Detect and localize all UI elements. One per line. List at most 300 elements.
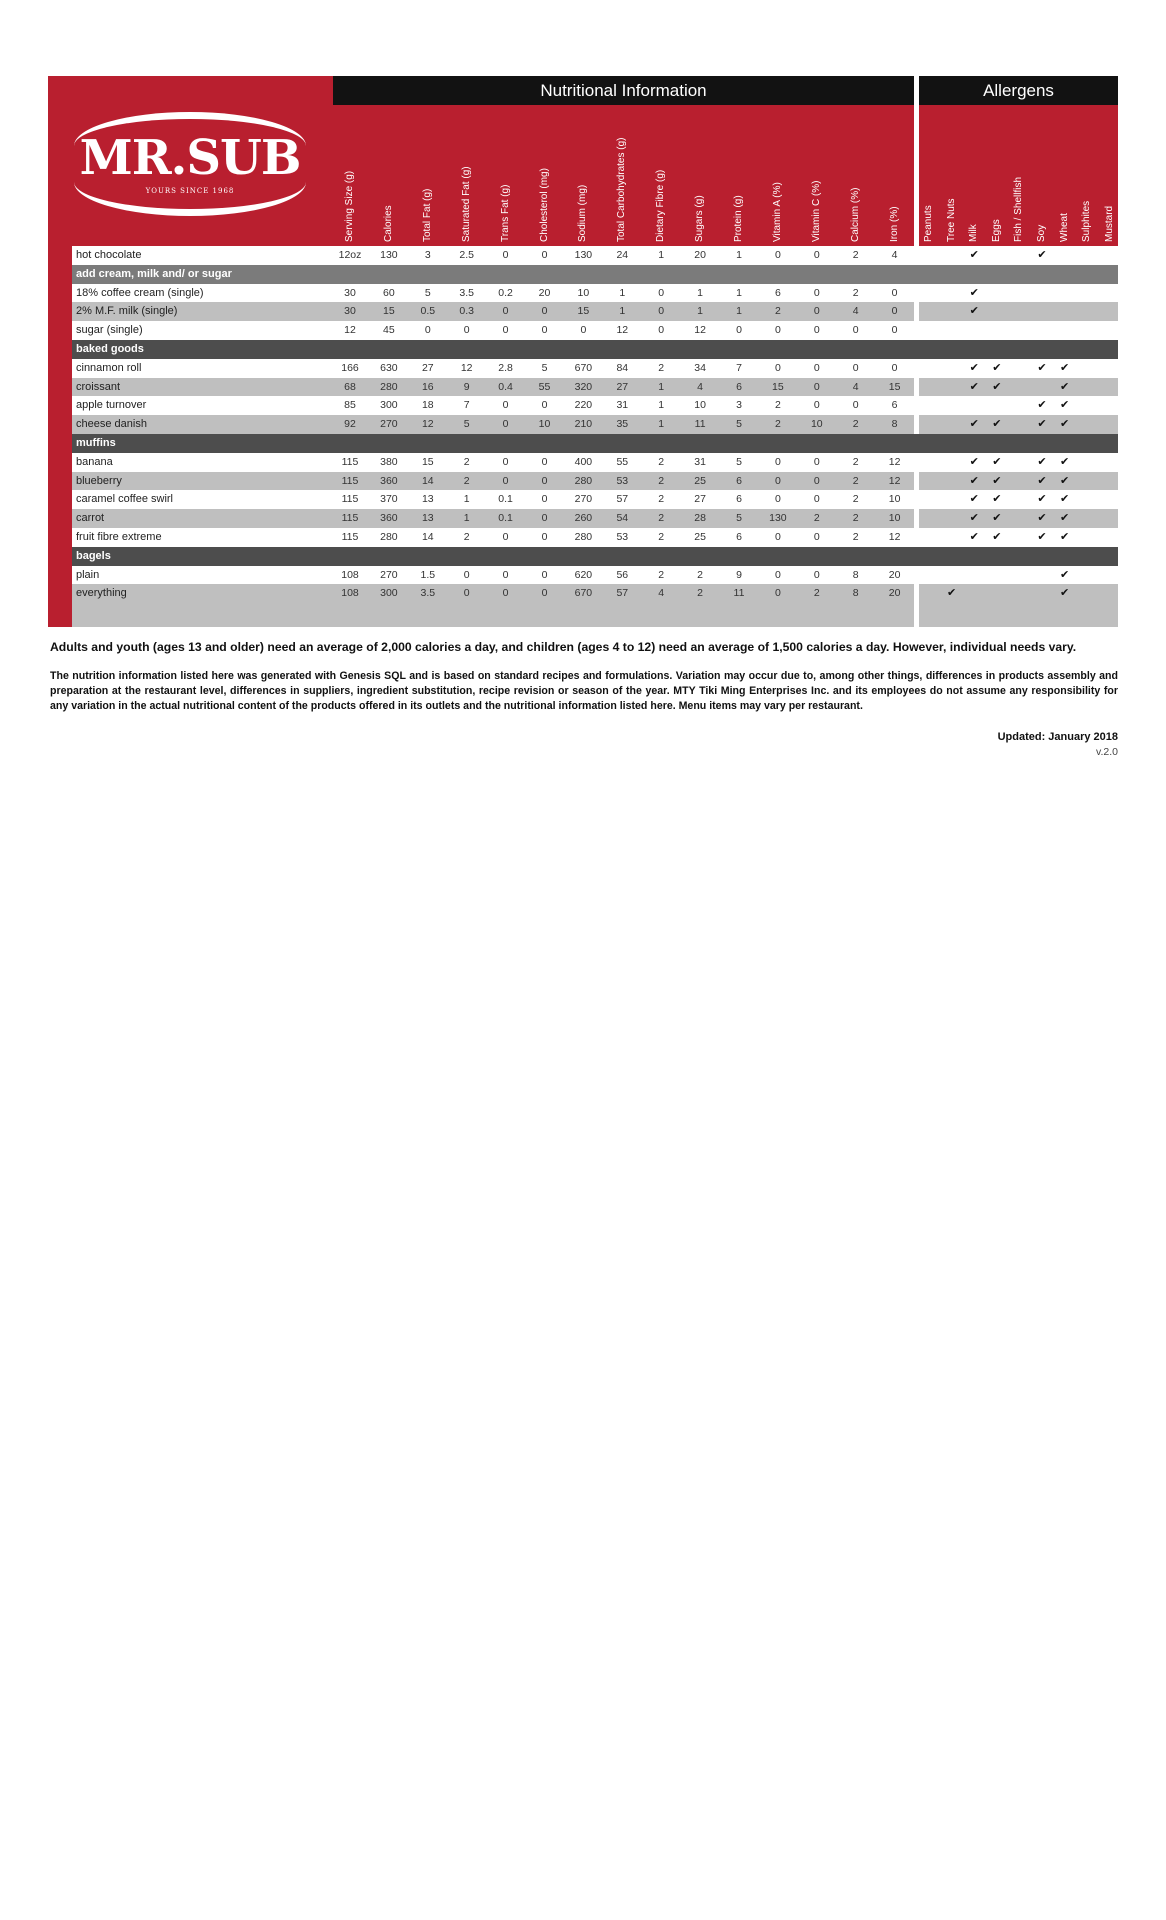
nutrient-value: 0 — [774, 568, 781, 581]
allergen-header-6 — [1058, 213, 1072, 242]
table-row — [48, 246, 1118, 265]
nutrient-value: 20 — [888, 568, 901, 581]
nutrient-value: 0 — [813, 380, 820, 393]
menu-item-name: banana — [76, 455, 113, 468]
nutrient-value: 18 — [421, 399, 434, 412]
nutrient-value: 7 — [463, 399, 470, 412]
nutrient-value: 270 — [380, 568, 398, 581]
category-row — [48, 265, 1118, 284]
nutrient-value: 1.5 — [420, 568, 436, 581]
nutrient-value: 0 — [813, 493, 820, 506]
table-row — [48, 378, 1118, 397]
nutrient-header-6 — [577, 184, 590, 242]
nutrition-sheet — [48, 76, 1118, 627]
nutrient-value: 670 — [574, 587, 593, 600]
nutrient-value: 620 — [574, 568, 593, 581]
allergen-check-icon: ✔ — [1059, 493, 1070, 506]
allergen-check-icon: ✔ — [992, 474, 1002, 487]
nutrient-value: 2.8 — [498, 361, 513, 374]
menu-item-name: croissant — [76, 380, 121, 393]
nutrient-value: 0 — [541, 305, 548, 318]
allergen-header-label: Fish / Shellfish — [1013, 176, 1025, 242]
nutrient-value: 6 — [736, 493, 742, 506]
category-row-bg — [72, 434, 1118, 453]
nutrient-value: 53 — [616, 530, 629, 543]
nutrient-value: 5 — [541, 361, 548, 374]
row-allergen-bg — [919, 378, 1118, 397]
mr-sub-logo — [74, 112, 306, 216]
nutrient-header-3 — [460, 166, 474, 242]
nutrient-value: 2 — [813, 512, 820, 525]
nutrient-value: 10 — [577, 286, 590, 299]
nutrient-header-label: Total Fat (g) — [421, 188, 433, 242]
nutrient-value: 0 — [774, 361, 781, 374]
disclaimer-note: The nutrition information listed here was generated with Genesis SQL and is based on standard recipes and formulations. Variation may occur due to, among other things, differences in products assembly and preparation at the restaurant level, differences in suppliers, ingredient substitution, recipe revision or season of the year. MTY Tiki Ming Enterprises Inc. and its employees do not assume any responsibility for any variation in the actual nutritional content of the products offered in its outlets and the nutritional information listed here. Menu items may vary per restaurant. — [50, 670, 1118, 712]
nutrient-header-7 — [616, 137, 629, 242]
nutrient-value: 380 — [380, 455, 398, 468]
nutrient-value: 12 — [421, 418, 434, 431]
nutrient-value: 115 — [341, 493, 359, 506]
nutrient-value: 115 — [341, 455, 359, 468]
allergen-column-headers — [919, 105, 1118, 246]
allergen-header-label: Tree Nuts — [945, 198, 957, 242]
row-allergen-bg — [919, 472, 1118, 491]
menu-item-name: cinnamon roll — [76, 361, 142, 374]
nutrient-value: 0 — [541, 493, 548, 506]
nutrient-value: 27 — [694, 493, 706, 506]
nutrient-value: 24 — [616, 249, 629, 261]
nutrient-value: 1 — [658, 399, 665, 412]
category-row — [48, 340, 1118, 359]
nutrient-value: 2 — [813, 587, 820, 600]
menu-item-name: hot chocolate — [76, 249, 142, 261]
nutrient-value: 0.4 — [498, 380, 513, 393]
nutrient-value: 30 — [344, 286, 356, 299]
table-row — [48, 359, 1118, 378]
nutrient-value: 1 — [463, 493, 470, 506]
nutrient-value: 8 — [891, 418, 898, 431]
nutrient-value: 5 — [736, 418, 742, 431]
nutrient-value: 2 — [697, 568, 704, 581]
menu-item-name: 18% coffee cream (single) — [76, 286, 204, 299]
allergen-check-icon: ✔ — [1037, 399, 1047, 412]
nutrient-value: 0.3 — [459, 305, 474, 318]
nutrient-value: 12 — [344, 324, 356, 337]
nutrient-value: 0 — [541, 568, 548, 581]
nutrient-value: 11 — [733, 587, 745, 600]
nutrient-value: 0 — [891, 305, 898, 318]
menu-item-name: fruit fibre extreme — [76, 530, 162, 543]
allergen-check-icon: ✔ — [1037, 361, 1047, 374]
nutrient-header-5 — [538, 168, 552, 242]
nutrient-value: 2 — [658, 474, 665, 487]
nutrient-value: 220 — [574, 399, 593, 412]
allergen-check-icon: ✔ — [1037, 493, 1047, 506]
menu-item-name: everything — [76, 587, 127, 600]
nutrient-value: 115 — [341, 512, 359, 525]
nutrient-value: 360 — [380, 512, 398, 525]
nutrient-value: 4 — [852, 380, 859, 393]
row-bg — [72, 603, 914, 627]
nutrient-value: 0 — [813, 455, 820, 468]
nutrient-header-label: Dietary Fibre (g) — [655, 169, 667, 242]
nutrient-value: 0 — [502, 305, 509, 318]
nutrient-value: 0 — [580, 324, 587, 337]
nutrient-value: 2 — [697, 587, 704, 600]
allergen-header-label: Eggs — [990, 219, 1002, 242]
menu-item-name: apple turnover — [76, 399, 147, 412]
nutrient-header-13 — [849, 187, 863, 242]
allergen-check-icon: ✔ — [1059, 399, 1070, 412]
nutrient-value: 2 — [658, 530, 665, 543]
nutrient-value: 13 — [421, 493, 434, 506]
allergen-check-icon: ✔ — [969, 512, 979, 525]
table-header — [48, 76, 1118, 246]
nutrient-value: 12 — [616, 324, 629, 337]
nutrient-value: 0 — [774, 530, 781, 543]
allergen-check-icon: ✔ — [1059, 530, 1070, 543]
nutrient-header-label: Trans Fat (g) — [499, 184, 511, 242]
nutrient-value: 0 — [424, 324, 431, 337]
nutrient-value: 20 — [888, 587, 901, 600]
row-allergen-bg — [919, 509, 1118, 528]
nutrient-header-4 — [499, 184, 513, 242]
row-allergen-bg — [919, 528, 1118, 547]
nutrient-value: 4 — [891, 249, 898, 261]
nutrient-value: 10 — [694, 399, 706, 412]
nutrient-value: 4 — [658, 587, 665, 600]
nutrient-value: 6 — [736, 474, 742, 487]
nutrient-value: 115 — [341, 530, 359, 543]
nutrient-value: 130 — [769, 512, 787, 525]
nutrient-value: 670 — [574, 361, 593, 374]
row-allergen-bg — [919, 603, 1118, 627]
nutrient-value: 10 — [538, 418, 551, 431]
nutrient-value: 12oz — [338, 249, 362, 261]
nutrient-value: 0 — [813, 249, 820, 261]
allergen-check-icon: ✔ — [1059, 474, 1070, 487]
nutrient-value: 1 — [697, 305, 704, 318]
nutrient-value: 0.5 — [420, 305, 436, 318]
nutrient-value: 320 — [574, 380, 593, 393]
allergen-check-icon: ✔ — [969, 249, 979, 261]
menu-item-name: cheese danish — [76, 418, 147, 431]
nutrient-value: 108 — [341, 587, 359, 600]
nutrient-value: 0 — [852, 324, 859, 337]
allergen-check-icon: ✔ — [969, 474, 979, 487]
nutrient-value: 56 — [616, 568, 629, 581]
nutrient-value: 0 — [502, 249, 509, 261]
allergen-check-icon: ✔ — [1037, 455, 1047, 468]
allergen-check-icon: ✔ — [1059, 512, 1070, 525]
allergen-check-icon: ✔ — [992, 418, 1002, 431]
row-allergen-bg — [919, 321, 1118, 340]
allergen-check-icon: ✔ — [992, 512, 1002, 525]
nutrient-value: 15 — [772, 380, 784, 393]
nutrient-value: 270 — [380, 418, 398, 431]
nutrient-value: 3.5 — [420, 587, 436, 600]
nutrient-value: 260 — [574, 512, 593, 525]
menu-item-name: caramel coffee swirl — [76, 493, 173, 506]
table-row — [48, 490, 1118, 509]
allergen-header-0 — [923, 205, 936, 242]
allergen-check-icon: ✔ — [992, 530, 1002, 543]
allergen-header-8 — [1103, 205, 1117, 242]
menu-item-name: blueberry — [76, 474, 122, 487]
allergen-header-1 — [945, 198, 959, 242]
nutrient-value: 630 — [380, 361, 398, 374]
nutrient-value: 15 — [421, 455, 434, 468]
nutrient-value: 360 — [380, 474, 398, 487]
nutrient-value: 15 — [888, 380, 901, 393]
nutrient-value: 1 — [736, 249, 742, 261]
nutrient-value: 3 — [424, 249, 431, 261]
nutrient-value: 13 — [421, 512, 434, 525]
nutrient-value: 34 — [694, 361, 706, 374]
allergen-check-icon: ✔ — [969, 493, 979, 506]
nutrient-value: 0 — [813, 286, 820, 299]
allergen-check-icon: ✔ — [1059, 455, 1070, 468]
category-label: baked goods — [76, 342, 144, 355]
menu-item-name: sugar (single) — [76, 324, 143, 337]
nutrient-value: 11 — [694, 418, 706, 431]
nutrient-value: 2 — [658, 493, 665, 506]
version-label: v.2.0 — [1096, 746, 1118, 758]
nutrient-value: 0 — [774, 474, 781, 487]
nutrient-header-label: Cholesterol (mg) — [538, 168, 550, 242]
allergen-check-icon: ✔ — [992, 361, 1002, 374]
nutrient-value: 0 — [813, 568, 820, 581]
nutrient-value: 270 — [574, 493, 593, 506]
menu-item-name: carrot — [76, 512, 105, 525]
table-bottom-padding — [48, 603, 1118, 627]
nutrient-value: 6 — [774, 286, 781, 299]
allergen-header-2 — [968, 224, 981, 242]
nutrient-value: 0 — [736, 324, 742, 337]
nutrient-header-label: Calories — [382, 205, 394, 242]
nutrient-value: 1 — [619, 305, 626, 318]
nutrient-value: 0 — [541, 530, 548, 543]
nutrient-value: 0.2 — [498, 286, 513, 299]
nutrient-value: 0 — [891, 286, 898, 299]
row-allergen-bg — [919, 566, 1118, 585]
allergen-check-icon: ✔ — [1059, 418, 1070, 431]
table-row — [48, 321, 1118, 340]
table-row — [48, 566, 1118, 585]
nutrient-value: 2 — [852, 249, 859, 261]
nutrient-value: 130 — [380, 249, 398, 261]
nutrient-value: 20 — [538, 286, 551, 299]
table-row — [48, 396, 1118, 415]
nutrient-value: 2 — [658, 512, 665, 525]
nutrient-value: 0 — [774, 249, 781, 261]
nutrient-value: 0 — [463, 568, 470, 581]
nutrient-value: 12 — [888, 455, 901, 468]
nutrient-header-label: Total Carbohydrates (g) — [616, 137, 628, 242]
nutrient-header-2 — [421, 188, 435, 242]
nutrient-value: 2 — [463, 474, 470, 487]
nutrient-header-label: Serving Size (g) — [344, 170, 355, 242]
nutrient-column-headers — [333, 105, 914, 246]
allergen-check-icon: ✔ — [969, 380, 979, 393]
nutrient-header-14 — [888, 206, 902, 242]
category-row — [48, 434, 1118, 453]
nutrient-value: 0 — [502, 530, 509, 543]
nutrient-value: 2 — [658, 568, 665, 581]
category-label: add cream, milk and/ or sugar — [76, 267, 232, 280]
nutrient-value: 2 — [852, 455, 859, 468]
allergen-check-icon: ✔ — [969, 455, 979, 468]
nutrient-value: 0 — [813, 361, 820, 374]
allergen-check-icon: ✔ — [1037, 530, 1047, 543]
allergen-check-icon: ✔ — [992, 493, 1002, 506]
nutrient-value: 0 — [502, 399, 509, 412]
nutrition-section-title: Nutritional Information — [333, 76, 914, 105]
nutrient-value: 12 — [460, 361, 473, 374]
nutrient-value: 1 — [658, 418, 665, 431]
nutrient-value: 166 — [341, 361, 359, 374]
allergen-check-icon: ✔ — [992, 380, 1002, 393]
menu-item-name: 2% M.F. milk (single) — [76, 305, 178, 318]
row-allergen-bg — [919, 302, 1118, 321]
category-label: muffins — [76, 436, 116, 449]
nutrient-value: 10 — [888, 512, 901, 525]
nutrient-value: 12 — [888, 474, 901, 487]
nutrient-value: 280 — [380, 380, 398, 393]
nutrient-value: 25 — [694, 474, 706, 487]
row-allergen-bg — [919, 415, 1118, 434]
nutrient-value: 0 — [774, 324, 781, 337]
nutrient-value: 0 — [502, 474, 509, 487]
nutrient-value: 2 — [658, 361, 665, 374]
nutrient-header-11 — [771, 182, 785, 242]
table-row — [48, 584, 1118, 603]
allergen-header-label: Peanuts — [923, 205, 934, 242]
menu-item-name: plain — [76, 568, 100, 581]
nutrient-value: 54 — [616, 512, 629, 525]
nutrient-value: 210 — [574, 418, 593, 431]
nutrient-value: 1 — [463, 512, 470, 525]
nutrient-header-8 — [655, 169, 668, 242]
nutrient-value: 0 — [541, 587, 548, 600]
allergen-header-label: Wheat — [1058, 213, 1070, 242]
nutrient-value: 1 — [658, 249, 665, 261]
allergen-header-label: Mustard — [1103, 205, 1115, 242]
nutrient-value: 5 — [463, 418, 470, 431]
nutrient-header-label: Iron (%) — [888, 206, 900, 242]
nutrient-value: 10 — [810, 418, 823, 431]
nutrient-value: 130 — [574, 249, 593, 261]
nutrient-value: 0 — [463, 587, 470, 600]
nutrient-value: 0 — [541, 249, 548, 261]
nutrient-value: 5 — [424, 286, 431, 299]
nutrient-value: 6 — [736, 380, 742, 393]
table-row — [48, 415, 1118, 434]
allergen-header-label: Soy — [1036, 224, 1047, 242]
nutrient-value: 1 — [658, 380, 665, 393]
nutrient-header-1 — [382, 205, 396, 242]
nutrient-value: 9 — [463, 380, 470, 393]
nutrient-header-12 — [810, 180, 824, 242]
nutrient-value: 400 — [574, 455, 593, 468]
nutrient-header-label: Sodium (mg) — [577, 184, 589, 242]
category-row-bg — [72, 547, 1118, 566]
nutrient-value: 0 — [541, 455, 548, 468]
allergen-check-icon: ✔ — [1037, 512, 1047, 525]
nutrient-header-label: Vitamin A (%) — [771, 182, 783, 242]
nutrient-value: 28 — [694, 512, 706, 525]
nutrient-value: 0 — [813, 530, 820, 543]
allergen-header-7 — [1081, 200, 1094, 242]
nutrient-value: 14 — [421, 530, 434, 543]
nutrient-value: 0 — [502, 568, 509, 581]
nutrient-value: 1 — [736, 286, 742, 299]
nutrient-value: 85 — [344, 399, 356, 412]
row-allergen-bg — [919, 284, 1118, 303]
nutrient-header-label: Protein (g) — [733, 195, 744, 242]
nutrient-value: 30 — [344, 305, 356, 318]
nutrient-value: 1 — [697, 286, 704, 299]
nutrient-value: 8 — [852, 568, 859, 581]
nutrient-value: 15 — [577, 305, 590, 318]
row-allergen-bg — [919, 490, 1118, 509]
row-allergen-bg — [919, 246, 1118, 265]
nutrient-value: 45 — [383, 324, 395, 337]
allergen-header-3 — [990, 219, 1004, 242]
nutrition-table-body — [48, 246, 1118, 627]
allergen-check-icon: ✔ — [1037, 474, 1047, 487]
nutrient-value: 0 — [541, 324, 548, 337]
nutrient-value: 0 — [502, 418, 509, 431]
nutrient-value: 4 — [697, 380, 704, 393]
nutrient-value: 2 — [774, 399, 781, 412]
nutrient-value: 3.5 — [459, 286, 474, 299]
nutrient-value: 115 — [341, 474, 359, 487]
nutrient-value: 2 — [774, 418, 781, 431]
nutrient-value: 2 — [658, 455, 665, 468]
allergen-check-icon: ✔ — [946, 587, 957, 600]
nutrient-value: 12 — [694, 324, 706, 337]
nutrient-value: 4 — [852, 305, 859, 318]
allergen-check-icon: ✔ — [1059, 380, 1070, 393]
nutrient-value: 6 — [736, 530, 742, 543]
allergen-check-icon: ✔ — [969, 361, 979, 374]
nutrient-value: 0 — [891, 324, 898, 337]
nutrient-value: 0 — [463, 324, 470, 337]
nutrient-value: 0 — [813, 324, 820, 337]
nutrient-value: 12 — [888, 530, 901, 543]
nutrient-value: 0 — [541, 399, 548, 412]
nutrient-value: 0 — [541, 474, 548, 487]
nutrient-value: 9 — [736, 568, 742, 581]
nutrient-value: 60 — [383, 286, 395, 299]
nutrient-value: 280 — [574, 474, 593, 487]
nutrient-value: 0 — [774, 455, 781, 468]
nutrient-value: 2 — [852, 286, 859, 299]
nutrient-value: 31 — [694, 455, 706, 468]
nutrient-value: 25 — [694, 530, 706, 543]
nutrient-value: 53 — [616, 474, 629, 487]
row-allergen-bg — [919, 453, 1118, 472]
nutrient-value: 68 — [344, 380, 356, 393]
table-row — [48, 528, 1118, 547]
allergens-section-title: Allergens — [919, 76, 1118, 105]
nutrient-value: 0 — [658, 305, 665, 318]
nutrient-value: 280 — [574, 530, 593, 543]
nutrient-value: 0 — [502, 587, 509, 600]
table-row — [48, 284, 1118, 303]
allergen-header-label: Milk — [968, 224, 980, 242]
